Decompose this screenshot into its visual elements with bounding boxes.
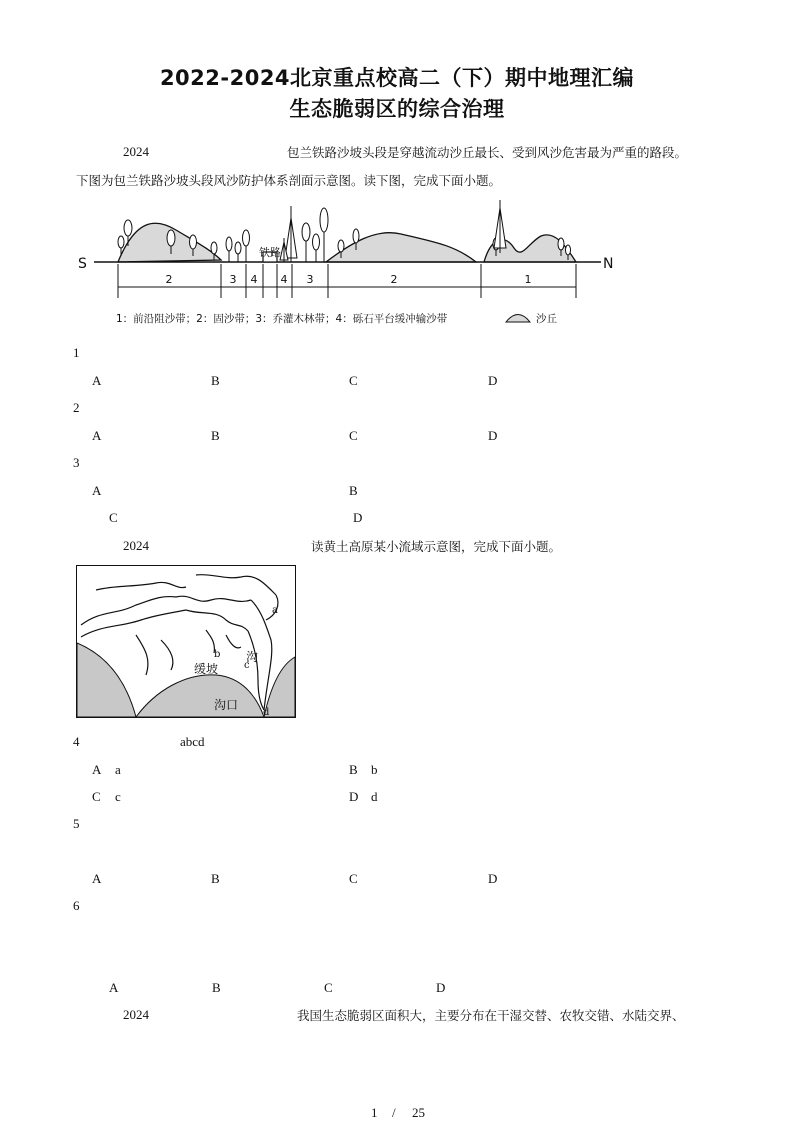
q5-option-d[interactable]: D (488, 871, 498, 886)
zone-label: 4 (280, 273, 288, 286)
loess-watershed-diagram (76, 565, 296, 718)
zone-label: 2 (390, 273, 398, 286)
section1-intro-line1: 包兰铁路沙坡头段是穿越流动沙丘最长、受到风沙危害最为严重的路段。 (287, 145, 688, 160)
question-2-number: 2 (73, 400, 80, 415)
zone-label: 4 (250, 273, 258, 286)
q6-option-c[interactable]: C (324, 980, 333, 995)
q6-option-d[interactable]: D (436, 980, 446, 995)
q4-option-b-text: b (371, 762, 378, 777)
section3-year: 2024 (123, 1007, 149, 1022)
q2-option-a[interactable]: A (92, 428, 102, 443)
question-3-number: 3 (73, 455, 80, 470)
section1-year: 2024 (123, 144, 149, 159)
south-label: S (78, 256, 87, 272)
q1-option-b[interactable]: B (211, 373, 220, 388)
point-d-label: d (263, 707, 270, 718)
page-title: 2022-2024北京重点校高二（下）期中地理汇编 (159, 66, 635, 90)
q4-option-d-text: d (371, 789, 378, 804)
q5-option-a[interactable]: A (92, 871, 102, 886)
q6-option-a[interactable]: A (109, 980, 119, 995)
q4-option-a[interactable]: A (92, 762, 102, 777)
q5-option-b[interactable]: B (211, 871, 220, 886)
section3-intro: 我国生态脆弱区面积大，主要分布在干湿交替、农牧交错、水陆交界、 (297, 1008, 685, 1023)
zone-label: 2 (165, 273, 173, 286)
q2-option-c[interactable]: C (349, 428, 358, 443)
gully-label: 沟 (246, 650, 259, 664)
question-1-number: 1 (73, 345, 80, 360)
sand-protection-profile-diagram (76, 198, 636, 338)
q3-option-d[interactable]: D (353, 510, 363, 525)
question-6-number: 6 (73, 898, 80, 913)
zone-label: 3 (306, 273, 314, 286)
figure1-caption: 1：前沿阻沙带；2：固沙带；3：乔灌木林带；4：砾石平台缓冲输沙带 (116, 313, 448, 325)
page-separator: / (392, 1105, 396, 1120)
point-b-label: b (214, 649, 221, 660)
dune-middle (326, 233, 476, 262)
section1-intro-line2: 下图为包兰铁路沙坡头段风沙防护体系剖面示意图。读下图，完成下面小题。 (76, 173, 502, 188)
q4-option-b[interactable]: B (349, 762, 358, 777)
zone-label: 3 (229, 273, 237, 286)
q4-option-d[interactable]: D (349, 789, 359, 804)
q2-option-d[interactable]: D (488, 428, 498, 443)
q3-option-c[interactable]: C (109, 510, 118, 525)
q3-option-b[interactable]: B (349, 483, 358, 498)
q1-option-d[interactable]: D (488, 373, 498, 388)
q5-option-c[interactable]: C (349, 871, 358, 886)
point-a-label: a (272, 605, 278, 616)
question-4-text: abcd (180, 734, 205, 749)
dune-legend-icon (506, 315, 530, 323)
page-total: 25 (412, 1105, 425, 1120)
page-current: 1 (371, 1105, 378, 1120)
q6-option-b[interactable]: B (212, 980, 221, 995)
page-subtitle: 生态脆弱区的综合治理 (289, 97, 505, 121)
q2-option-b[interactable]: B (211, 428, 220, 443)
north-label: N (603, 256, 614, 272)
question-5-number: 5 (73, 816, 80, 831)
question-4-number: 4 (73, 734, 80, 749)
q4-option-c-text: c (115, 789, 121, 804)
q1-option-c[interactable]: C (349, 373, 358, 388)
zone-label: 1 (524, 273, 532, 286)
q4-option-c[interactable]: C (92, 789, 101, 804)
gully-mouth-label: 沟口 (214, 698, 239, 712)
gentle-slope-label: 缓坡 (194, 662, 219, 676)
q1-option-a[interactable]: A (92, 373, 102, 388)
section2-year: 2024 (123, 538, 149, 553)
q4-option-a-text: a (115, 762, 121, 777)
q3-option-a[interactable]: A (92, 483, 102, 498)
section2-intro: 读黄土高原某小流域示意图，完成下面小题。 (311, 539, 562, 554)
dune-legend-label: 沙丘 (536, 313, 557, 325)
railway-label: 铁路 (259, 246, 281, 259)
point-c-label: c (244, 660, 250, 671)
